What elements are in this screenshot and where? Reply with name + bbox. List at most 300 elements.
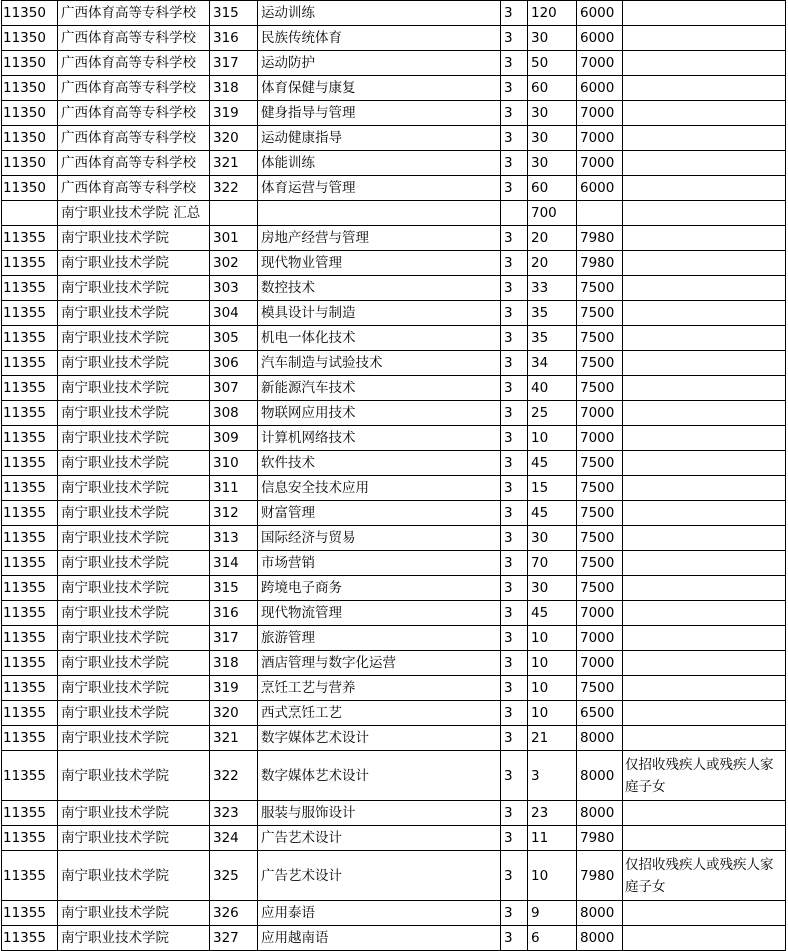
major-name-cell: 现代物流管理: [258, 601, 501, 626]
study-years-cell: 3: [501, 476, 528, 501]
tuition-fee-cell: 6000: [577, 76, 623, 101]
study-years-cell: 3: [501, 176, 528, 201]
study-years-cell: 3: [501, 51, 528, 76]
remark-cell: [623, 101, 786, 126]
school-name-cell: 南宁职业技术学院: [58, 601, 210, 626]
major-name-cell: 广告艺术设计: [258, 826, 501, 851]
table-row: [2, 101, 786, 126]
school-code-cell: 11355: [2, 276, 58, 301]
major-name-cell: 健身指导与管理: [258, 101, 501, 126]
enrollment-plan-table: [1, 0, 786, 951]
major-name-cell: 应用越南语: [258, 926, 501, 951]
table-row: [2, 51, 786, 76]
tuition-fee-cell: 7000: [577, 626, 623, 651]
remark-cell: [623, 701, 786, 726]
plan-count-cell: 30: [528, 101, 577, 126]
school-code-cell: 11355: [2, 826, 58, 851]
table-row: [2, 451, 786, 476]
major-name-cell: 新能源汽车技术: [258, 376, 501, 401]
table-row: [2, 251, 786, 276]
major-code-cell: 306: [210, 351, 258, 376]
remark-cell: [623, 651, 786, 676]
plan-count-cell: 3: [528, 751, 577, 801]
major-name-cell: 体能训练: [258, 151, 501, 176]
plan-count-cell: 45: [528, 601, 577, 626]
table-row: [2, 576, 786, 601]
major-name-cell: 民族传统体育: [258, 26, 501, 51]
major-code-cell: 324: [210, 826, 258, 851]
major-name-cell: 财富管理: [258, 501, 501, 526]
school-name-cell: 南宁职业技术学院: [58, 451, 210, 476]
table-row: [2, 351, 786, 376]
remark-cell: [623, 76, 786, 101]
remark-cell: [623, 526, 786, 551]
major-code-cell: 322: [210, 176, 258, 201]
major-code-cell: 303: [210, 276, 258, 301]
major-code-cell: 315: [210, 1, 258, 26]
table-row: [2, 26, 786, 51]
table-row: [2, 851, 786, 901]
table-row: [2, 651, 786, 676]
remark-cell: [623, 426, 786, 451]
study-years-cell: 3: [501, 601, 528, 626]
study-years-cell: 3: [501, 826, 528, 851]
table-row: [2, 551, 786, 576]
remark-cell: [623, 676, 786, 701]
table-row: [2, 401, 786, 426]
major-code-cell: 305: [210, 326, 258, 351]
school-name-cell: 南宁职业技术学院: [58, 676, 210, 701]
table-row: [2, 151, 786, 176]
remark-cell: [623, 251, 786, 276]
major-code-cell: 325: [210, 851, 258, 901]
school-name-cell: 广西体育高等专科学校: [58, 76, 210, 101]
school-name-cell: 南宁职业技术学院: [58, 526, 210, 551]
school-code-cell: 11350: [2, 101, 58, 126]
table-row: [2, 76, 786, 101]
tuition-fee-cell: 8000: [577, 726, 623, 751]
remark-cell: [623, 726, 786, 751]
school-name-cell: 南宁职业技术学院 汇总: [58, 201, 210, 226]
remark-cell: [623, 626, 786, 651]
study-years-cell: 3: [501, 626, 528, 651]
school-code-cell: 11355: [2, 426, 58, 451]
school-code-cell: 11355: [2, 726, 58, 751]
study-years-cell: 3: [501, 851, 528, 901]
study-years-cell: 3: [501, 751, 528, 801]
major-code-cell: 319: [210, 676, 258, 701]
major-name-cell: 运动防护: [258, 51, 501, 76]
tuition-fee-cell: 7500: [577, 351, 623, 376]
major-name-cell: 运动训练: [258, 1, 501, 26]
tuition-fee-cell: 6500: [577, 701, 623, 726]
tuition-fee-cell: 7000: [577, 651, 623, 676]
tuition-fee-cell: 7000: [577, 401, 623, 426]
table-row: [2, 476, 786, 501]
major-name-cell: [258, 201, 501, 226]
remark-cell: [623, 401, 786, 426]
table-row: [2, 501, 786, 526]
school-code-cell: 11350: [2, 151, 58, 176]
plan-count-cell: 9: [528, 901, 577, 926]
tuition-fee-cell: 7500: [577, 451, 623, 476]
major-name-cell: 应用泰语: [258, 901, 501, 926]
school-name-cell: 南宁职业技术学院: [58, 326, 210, 351]
remark-cell: 仅招收残疾人或残疾人家庭子女: [623, 751, 786, 801]
study-years-cell: 3: [501, 351, 528, 376]
major-code-cell: 322: [210, 751, 258, 801]
plan-count-cell: 120: [528, 1, 577, 26]
tuition-fee-cell: 7500: [577, 501, 623, 526]
study-years-cell: 3: [501, 126, 528, 151]
remark-cell: [623, 501, 786, 526]
table-row: [2, 801, 786, 826]
major-name-cell: 现代物业管理: [258, 251, 501, 276]
study-years-cell: 3: [501, 251, 528, 276]
school-code-cell: [2, 201, 58, 226]
school-code-cell: 11350: [2, 76, 58, 101]
school-name-cell: 南宁职业技术学院: [58, 276, 210, 301]
school-name-cell: 南宁职业技术学院: [58, 576, 210, 601]
school-name-cell: 南宁职业技术学院: [58, 751, 210, 801]
tuition-fee-cell: 7000: [577, 601, 623, 626]
remark-cell: [623, 926, 786, 951]
study-years-cell: 3: [501, 26, 528, 51]
plan-count-cell: 45: [528, 501, 577, 526]
school-code-cell: 11355: [2, 501, 58, 526]
major-code-cell: 319: [210, 101, 258, 126]
table-row: [2, 726, 786, 751]
school-name-cell: 南宁职业技术学院: [58, 851, 210, 901]
table-row: [2, 701, 786, 726]
plan-count-cell: 10: [528, 626, 577, 651]
major-code-cell: 321: [210, 151, 258, 176]
school-code-cell: 11350: [2, 126, 58, 151]
major-code-cell: 301: [210, 226, 258, 251]
plan-count-cell: 30: [528, 526, 577, 551]
plan-count-cell: 10: [528, 851, 577, 901]
table-row: [2, 1, 786, 26]
table-row: [2, 751, 786, 801]
school-name-cell: 南宁职业技术学院: [58, 701, 210, 726]
table-row: [2, 601, 786, 626]
major-code-cell: 317: [210, 626, 258, 651]
plan-count-cell: 35: [528, 301, 577, 326]
major-code-cell: 311: [210, 476, 258, 501]
plan-count-cell: 10: [528, 426, 577, 451]
tuition-fee-cell: 7500: [577, 301, 623, 326]
study-years-cell: 3: [501, 276, 528, 301]
plan-count-cell: 30: [528, 151, 577, 176]
tuition-fee-cell: 7500: [577, 476, 623, 501]
study-years-cell: 3: [501, 151, 528, 176]
school-code-cell: 11355: [2, 251, 58, 276]
school-name-cell: 南宁职业技术学院: [58, 501, 210, 526]
school-name-cell: 广西体育高等专科学校: [58, 151, 210, 176]
table-row: [2, 826, 786, 851]
plan-count-cell: 15: [528, 476, 577, 501]
remark-cell: [623, 826, 786, 851]
school-name-cell: 南宁职业技术学院: [58, 426, 210, 451]
table-row: [2, 301, 786, 326]
school-code-cell: 11355: [2, 351, 58, 376]
major-name-cell: 西式烹饪工艺: [258, 701, 501, 726]
remark-cell: [623, 376, 786, 401]
study-years-cell: 3: [501, 376, 528, 401]
plan-count-cell: 11: [528, 826, 577, 851]
school-code-cell: 11355: [2, 376, 58, 401]
plan-count-cell: 10: [528, 651, 577, 676]
major-code-cell: 307: [210, 376, 258, 401]
tuition-fee-cell: 7000: [577, 126, 623, 151]
major-name-cell: 数字媒体艺术设计: [258, 726, 501, 751]
school-name-cell: 南宁职业技术学院: [58, 376, 210, 401]
table-row: [2, 126, 786, 151]
study-years-cell: 3: [501, 526, 528, 551]
table-row: [2, 901, 786, 926]
tuition-fee-cell: 6000: [577, 176, 623, 201]
tuition-fee-cell: 6000: [577, 26, 623, 51]
school-name-cell: 南宁职业技术学院: [58, 626, 210, 651]
table-row: [2, 376, 786, 401]
school-name-cell: 南宁职业技术学院: [58, 901, 210, 926]
major-name-cell: 广告艺术设计: [258, 851, 501, 901]
tuition-fee-cell: 7000: [577, 101, 623, 126]
remark-cell: [623, 176, 786, 201]
school-code-cell: 11355: [2, 851, 58, 901]
table-body: [2, 1, 786, 951]
school-code-cell: 11355: [2, 601, 58, 626]
study-years-cell: 3: [501, 651, 528, 676]
plan-count-cell: 23: [528, 801, 577, 826]
tuition-fee-cell: 8000: [577, 901, 623, 926]
plan-count-cell: 20: [528, 226, 577, 251]
tuition-fee-cell: 8000: [577, 751, 623, 801]
school-name-cell: 南宁职业技术学院: [58, 726, 210, 751]
plan-count-cell: 6: [528, 926, 577, 951]
major-name-cell: 数控技术: [258, 276, 501, 301]
major-code-cell: 314: [210, 551, 258, 576]
study-years-cell: 3: [501, 501, 528, 526]
school-code-cell: 11355: [2, 401, 58, 426]
table-row: [2, 926, 786, 951]
major-code-cell: 309: [210, 426, 258, 451]
plan-count-cell: 30: [528, 576, 577, 601]
plan-count-cell: 21: [528, 726, 577, 751]
plan-count-cell: 60: [528, 176, 577, 201]
tuition-fee-cell: 7980: [577, 226, 623, 251]
study-years-cell: 3: [501, 801, 528, 826]
study-years-cell: 3: [501, 401, 528, 426]
tuition-fee-cell: 7500: [577, 326, 623, 351]
table-row: [2, 326, 786, 351]
tuition-fee-cell: 7500: [577, 676, 623, 701]
plan-count-cell: 34: [528, 351, 577, 376]
school-code-cell: 11355: [2, 576, 58, 601]
major-code-cell: 302: [210, 251, 258, 276]
school-name-cell: 南宁职业技术学院: [58, 551, 210, 576]
plan-count-cell: 35: [528, 326, 577, 351]
major-name-cell: 机电一体化技术: [258, 326, 501, 351]
study-years-cell: 3: [501, 301, 528, 326]
school-name-cell: 广西体育高等专科学校: [58, 51, 210, 76]
remark-cell: [623, 451, 786, 476]
school-name-cell: 广西体育高等专科学校: [58, 1, 210, 26]
major-code-cell: 316: [210, 26, 258, 51]
remark-cell: [623, 351, 786, 376]
school-code-cell: 11355: [2, 801, 58, 826]
tuition-fee-cell: 8000: [577, 801, 623, 826]
school-code-cell: 11355: [2, 651, 58, 676]
major-name-cell: 物联网应用技术: [258, 401, 501, 426]
table-row: [2, 276, 786, 301]
tuition-fee-cell: 8000: [577, 926, 623, 951]
study-years-cell: 3: [501, 76, 528, 101]
remark-cell: [623, 576, 786, 601]
table-row: [2, 226, 786, 251]
remark-cell: 仅招收残疾人或残疾人家庭子女: [623, 851, 786, 901]
major-code-cell: 321: [210, 726, 258, 751]
study-years-cell: 3: [501, 701, 528, 726]
school-name-cell: 广西体育高等专科学校: [58, 101, 210, 126]
major-name-cell: 信息安全技术应用: [258, 476, 501, 501]
plan-count-cell: 30: [528, 126, 577, 151]
plan-count-cell: 60: [528, 76, 577, 101]
study-years-cell: 3: [501, 576, 528, 601]
remark-cell: [623, 551, 786, 576]
school-name-cell: 南宁职业技术学院: [58, 476, 210, 501]
school-code-cell: 11350: [2, 51, 58, 76]
study-years-cell: 3: [501, 901, 528, 926]
school-name-cell: 南宁职业技术学院: [58, 351, 210, 376]
major-name-cell: 房地产经营与管理: [258, 226, 501, 251]
school-name-cell: 南宁职业技术学院: [58, 401, 210, 426]
major-name-cell: 服装与服饰设计: [258, 801, 501, 826]
remark-cell: [623, 1, 786, 26]
study-years-cell: 3: [501, 551, 528, 576]
major-code-cell: 317: [210, 51, 258, 76]
major-code-cell: 316: [210, 601, 258, 626]
plan-count-cell: 10: [528, 676, 577, 701]
tuition-fee-cell: 7500: [577, 376, 623, 401]
tuition-fee-cell: 7000: [577, 426, 623, 451]
school-name-cell: 南宁职业技术学院: [58, 226, 210, 251]
school-code-cell: 11355: [2, 326, 58, 351]
school-code-cell: 11350: [2, 26, 58, 51]
study-years-cell: 3: [501, 726, 528, 751]
study-years-cell: [501, 201, 528, 226]
table-row: [2, 176, 786, 201]
plan-count-cell: 10: [528, 701, 577, 726]
study-years-cell: 3: [501, 326, 528, 351]
school-code-cell: 11355: [2, 301, 58, 326]
major-code-cell: 327: [210, 926, 258, 951]
major-name-cell: 模具设计与制造: [258, 301, 501, 326]
tuition-fee-cell: 7500: [577, 576, 623, 601]
school-code-cell: 11355: [2, 751, 58, 801]
plan-count-cell: 20: [528, 251, 577, 276]
school-name-cell: 南宁职业技术学院: [58, 826, 210, 851]
remark-cell: [623, 326, 786, 351]
major-code-cell: 326: [210, 901, 258, 926]
tuition-fee-cell: 7000: [577, 51, 623, 76]
school-name-cell: 南宁职业技术学院: [58, 651, 210, 676]
plan-count-cell: 70: [528, 551, 577, 576]
school-name-cell: 广西体育高等专科学校: [58, 26, 210, 51]
major-name-cell: 体育运营与管理: [258, 176, 501, 201]
tuition-fee-cell: 7500: [577, 276, 623, 301]
school-name-cell: 广西体育高等专科学校: [58, 176, 210, 201]
school-code-cell: 11355: [2, 551, 58, 576]
school-name-cell: 南宁职业技术学院: [58, 301, 210, 326]
remark-cell: [623, 801, 786, 826]
tuition-fee-cell: 7500: [577, 526, 623, 551]
table-row: [2, 526, 786, 551]
remark-cell: [623, 201, 786, 226]
remark-cell: [623, 126, 786, 151]
tuition-fee-cell: 6000: [577, 1, 623, 26]
tuition-fee-cell: 7500: [577, 551, 623, 576]
table-row: [2, 426, 786, 451]
study-years-cell: 3: [501, 451, 528, 476]
major-code-cell: 315: [210, 576, 258, 601]
major-name-cell: 市场营销: [258, 551, 501, 576]
tuition-fee-cell: 7980: [577, 826, 623, 851]
school-code-cell: 11355: [2, 226, 58, 251]
school-name-cell: 广西体育高等专科学校: [58, 126, 210, 151]
major-name-cell: 酒店管理与数字化运营: [258, 651, 501, 676]
school-name-cell: 南宁职业技术学院: [58, 251, 210, 276]
remark-cell: [623, 901, 786, 926]
plan-count-cell: 50: [528, 51, 577, 76]
school-code-cell: 11355: [2, 626, 58, 651]
major-code-cell: 320: [210, 126, 258, 151]
remark-cell: [623, 51, 786, 76]
table-row: [2, 201, 786, 226]
tuition-fee-cell: 7980: [577, 251, 623, 276]
major-code-cell: 318: [210, 76, 258, 101]
study-years-cell: 3: [501, 926, 528, 951]
major-name-cell: 数字媒体艺术设计: [258, 751, 501, 801]
study-years-cell: 3: [501, 676, 528, 701]
major-name-cell: 跨境电子商务: [258, 576, 501, 601]
major-name-cell: 烹饪工艺与营养: [258, 676, 501, 701]
tuition-fee-cell: 7980: [577, 851, 623, 901]
school-code-cell: 11355: [2, 901, 58, 926]
study-years-cell: 3: [501, 101, 528, 126]
school-code-cell: 11355: [2, 476, 58, 501]
major-code-cell: 304: [210, 301, 258, 326]
remark-cell: [623, 151, 786, 176]
remark-cell: [623, 26, 786, 51]
tuition-fee-cell: 7000: [577, 151, 623, 176]
school-name-cell: 南宁职业技术学院: [58, 801, 210, 826]
major-name-cell: 旅游管理: [258, 626, 501, 651]
school-code-cell: 11355: [2, 526, 58, 551]
major-code-cell: [210, 201, 258, 226]
school-code-cell: 11350: [2, 1, 58, 26]
major-code-cell: 320: [210, 701, 258, 726]
major-code-cell: 308: [210, 401, 258, 426]
major-code-cell: 318: [210, 651, 258, 676]
school-code-cell: 11355: [2, 701, 58, 726]
major-code-cell: 313: [210, 526, 258, 551]
major-name-cell: 汽车制造与试验技术: [258, 351, 501, 376]
plan-count-cell: 25: [528, 401, 577, 426]
school-code-cell: 11355: [2, 676, 58, 701]
remark-cell: [623, 226, 786, 251]
major-code-cell: 310: [210, 451, 258, 476]
